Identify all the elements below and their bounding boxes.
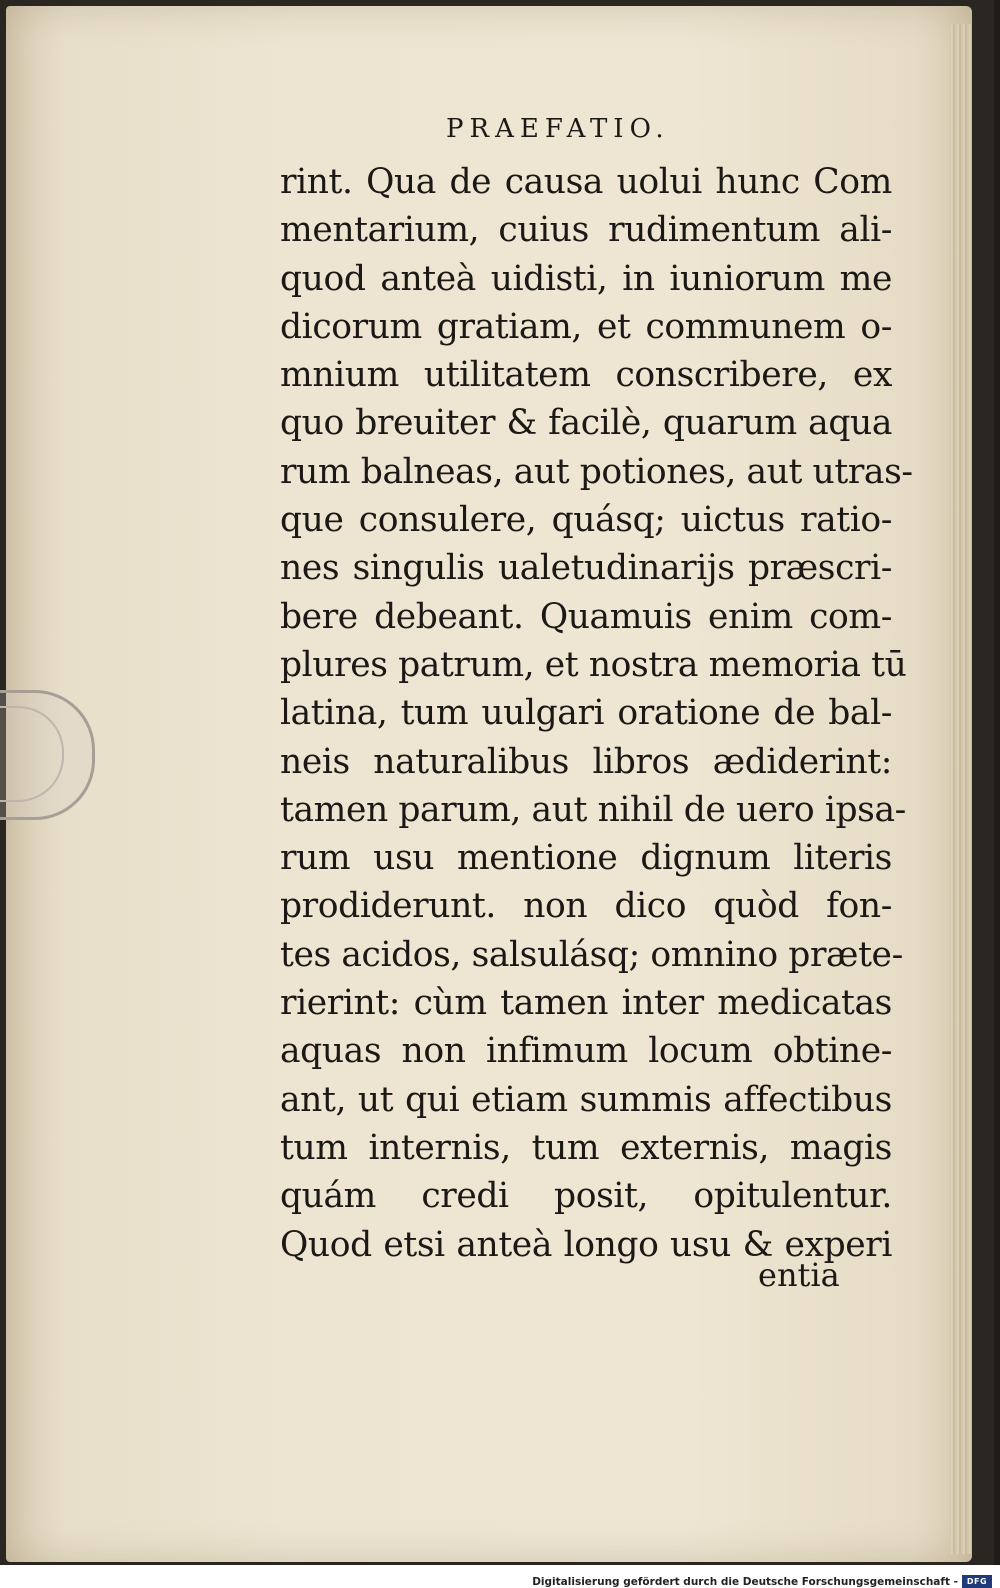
- text-line: tum internis, tum externis, magis: [280, 1127, 892, 1168]
- text-line: prodiderunt. non dico quòd fon-: [280, 886, 892, 927]
- text-line: tamen parum, aut nihil de uero ipsa-: [280, 789, 906, 830]
- running-head: PRAEFATIO.: [446, 114, 670, 144]
- text-line: nes singulis ualetudinarijs præscri-: [280, 548, 892, 589]
- text-line: Quod etsi anteà longo usu & experi: [280, 1224, 892, 1265]
- text-line: latina, tum uulgari oratione de bal-: [280, 693, 892, 734]
- text-line: bere debeant. Quamuis enim com-: [280, 596, 892, 637]
- text-line: quám credi posit, opitulentur.: [280, 1176, 892, 1217]
- catchword: entia: [758, 1256, 840, 1294]
- text-line: neis naturalibus libros ædiderint:: [280, 741, 892, 782]
- text-line: mnium utilitatem conscribere, ex: [280, 355, 892, 396]
- dfg-logo-icon: DFG: [962, 1575, 992, 1588]
- text-line: quo breuiter & facilè, quarum aqua: [280, 403, 892, 444]
- text-line: aquas non infimum locum obtine-: [280, 1031, 892, 1072]
- book-page: [6, 6, 972, 1562]
- body-text: [280, 158, 913, 1269]
- text-line: que consulere, quásq; uictus ratio-: [280, 500, 892, 541]
- footer-credit: Digitalisierung gefördert durch die Deutsche Forschungsgemeinschaft -: [532, 1576, 958, 1588]
- page-edge-stack: [950, 24, 972, 1554]
- text-line: mentarium, cuius rudimentum ali-: [280, 210, 892, 251]
- text-line: rum balneas, aut potiones, aut utras-: [280, 451, 913, 492]
- text-line: rierint: cùm tamen inter medicatas: [280, 983, 892, 1024]
- text-line: rum usu mentione dignum literis: [280, 838, 892, 879]
- text-line: quod anteà uidisti, in iuniorum me: [280, 258, 892, 299]
- text-line: tes acidos, salsulásq; omnino præte-: [280, 934, 903, 975]
- text-line: dicorum gratiam, et communem o-: [280, 306, 892, 347]
- text-line: rint. Qua de causa uolui hunc Com: [280, 162, 892, 202]
- text-line: ant, ut qui etiam summis affectibus: [280, 1079, 892, 1120]
- text-line: plures patrum, et nostra memoria tū: [280, 644, 907, 685]
- binding-gutter: [994, 0, 1000, 1565]
